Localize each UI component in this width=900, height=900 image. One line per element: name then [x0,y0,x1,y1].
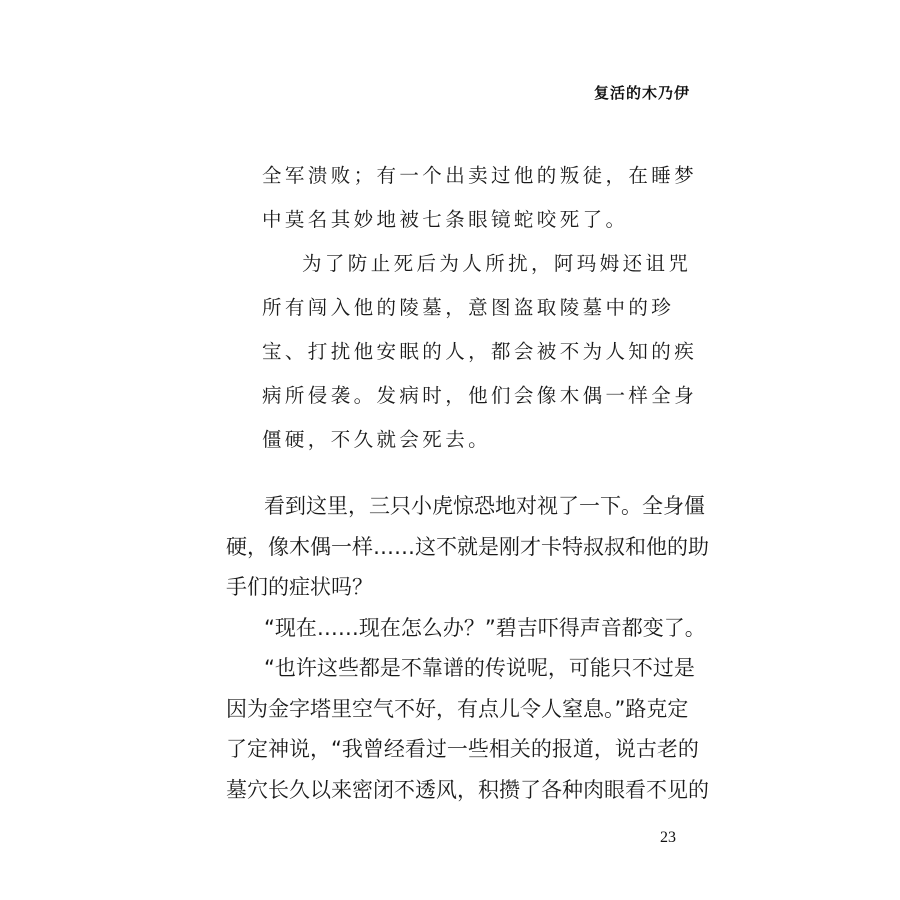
quote-line: 所有闯入他的陵墓，意图盗取陵墓中的珍 [262,296,675,319]
quote-line: 中莫名其妙地被七条眼镜蛇咬死了。 [262,208,629,231]
body-line: 了定神说，“我曾经看过一些相关的报道，说古老的 [226,737,699,761]
body-line: “也许这些都是不靠谱的传说呢，可能只不过是 [264,656,695,680]
body-line: 因为金字塔里空气不好，有点儿令人窒息。”路克定 [226,696,689,721]
body-line: 硬，像木偶一样……这不就是刚才卡特叔叔和他的助 [226,534,709,559]
body-line: 墓穴长久以来密闭不透风，积攒了各种肉眼看不见的 [226,777,709,802]
quote-line: 宝、打扰他安眠的人，都会被不为人知的疾 [262,340,698,363]
body-line: 手们的症状吗？ [226,575,373,599]
quote-line: 为了防止死后为人所扰，阿玛姆还诅咒 [302,252,692,275]
quoted-passage [262,154,698,462]
quote-line: 病所侵袭。发病时，他们会像木偶一样全身 [262,384,698,407]
page-number: 23 [660,829,676,846]
quote-line: 僵硬，不久就会死去。 [262,428,492,451]
running-head: 复活的木乃伊 [593,84,690,102]
quote-line: 全军溃败；有一个出卖过他的叛徒，在睡梦 [262,164,698,187]
body-text [226,486,709,810]
body-line: 看到这里，三只小虎惊恐地对视了一下。全身僵 [264,494,705,518]
body-line: “现在……现在怎么办？”碧吉吓得声音都变了。 [264,615,706,640]
